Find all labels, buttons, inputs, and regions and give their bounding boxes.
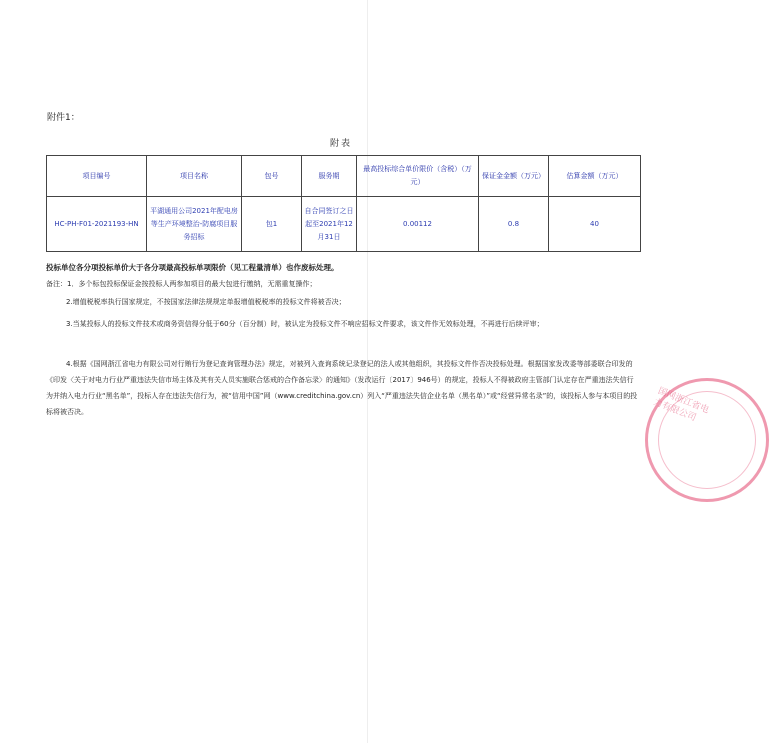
company-seal [645,378,769,502]
bold-notice: 投标单位各分项投标单价大于各分项最高投标单项限价（见工程量清单）也作废标处理。 [46,263,339,272]
seal-text: 国网浙江省电力有限公司 [651,386,711,424]
cell-deposit: 0.8 [479,197,549,252]
cell-max-price: 0.00112 [357,197,479,252]
bid-table [46,155,641,252]
table-row [47,197,641,252]
header-project-no: 项目编号 [47,156,147,197]
header-max-price: 最高投标综合单价限价（含税）（万元） [357,156,479,197]
header-package: 包号 [242,156,302,197]
table-title: 附表 [330,139,353,149]
header-estimate: 估算金额（万元） [549,156,641,197]
header-project-name: 项目名称 [147,156,242,197]
note-3: 3.当某投标人的投标文件技术或商务资信得分低于60分（百分制）时，被认定为投标文件不响应招标文件要求，该文件作无效标处理，不再进行后续评审； [66,320,544,328]
cell-project-name: 平湖通用公司2021年配电房等生产环境整治-防腐项目服务招标 [147,197,242,252]
cell-estimate: 40 [549,197,641,252]
cell-package: 包1 [242,197,302,252]
header-service-period: 服务期 [302,156,357,197]
header-deposit: 保证金金额（万元） [479,156,549,197]
note-1: 备注：1．多个标包投标保证金按投标人两参加项目的最大包进行缴纳，无需重复操作； [46,280,317,288]
cell-service-period: 自合同签订之日起至2021年12月31日 [302,197,357,252]
table-header-row [47,156,641,197]
note-2: 2.增值税税率执行国家规定，不按国家法律法规规定单报增值税税率的投标文件将被否决； [66,298,346,306]
cell-project-no: HC-PH-F01-2021193-HN [47,197,147,252]
attachment-label: 附件1： [47,113,80,123]
note-4: 4.根据《国网浙江省电力有限公司对行贿行为登记查询管理办法》规定，对被列入查询系统记录登记的法人或其他组织，其投标文件作否决投标处理。根据国家发改委等部委联合印发的《印发〈关于对电力行业严重违法失信市场主体及其有关人员实施联合惩戒的合作备忘录〉的通知》（发改运行〔2017〕946号）的规定，投标人不得被政府主管部门认定存在严重违法失信行为并纳入电力行业“黑名单”，投标人存在违法失信行为，被“信用中国”网（www.creditchina.gov.cn）列入“严重违法失信企业名单（黑名单）”或“经营异常名录”的，该投标人参与本项目的投标将被否决。 [46,360,638,416]
